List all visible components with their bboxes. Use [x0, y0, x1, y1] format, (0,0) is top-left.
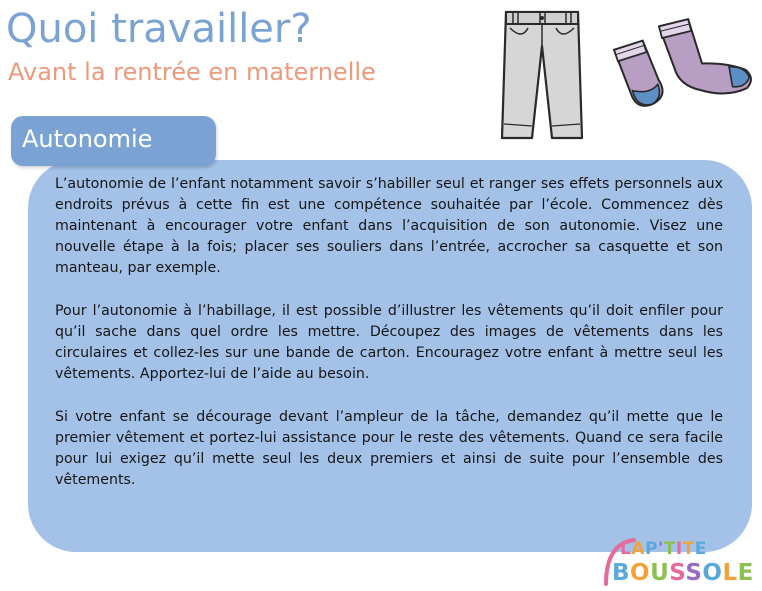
logo-letter: ' [657, 539, 664, 559]
logo-letter: A [631, 539, 646, 559]
logo-letter: O [630, 560, 651, 586]
pants-icon [498, 6, 586, 142]
logo-letter: T [682, 539, 695, 559]
page-title: Quoi travailler? [6, 6, 312, 52]
socks-icon [608, 12, 754, 110]
logo-letter: S [685, 560, 703, 586]
logo-letter: U [650, 560, 670, 586]
paragraph: L’autonomie de l’enfant notamment savoir s’habiller seul et ranger ses effets personnels aux endroits prévus à cette fin est une compétence souhaitée par l’école. Commencez dès maintenant à encourager votre enfant dans l’acquisition de son autonomie. Visez une nouvelle étape à la fois; placer ses souliers dans l’entrée, accrocher sa casquette et son manteau, par exemple. [55, 176, 723, 276]
logo-line-1 [620, 540, 707, 558]
section-body [55, 174, 723, 513]
paragraph: Pour l’autonomie à l’habillage, il est possible d’illustrer les vêtements qu’il doit enfiler pour qu’il sache dans quel ordre les mettre. Découpez des images de vêtements dans les circulaires et collez-les sur une bande de carton. Encouragez votre enfant à mettre seul les vêtements. Apportez-lui de l’aide au besoin. [55, 303, 723, 382]
logo-letter: I [675, 539, 683, 559]
logo-letter: S [669, 560, 686, 586]
logo-letter: P [645, 539, 658, 559]
section-heading: Autonomie [22, 125, 153, 153]
logo [598, 530, 758, 590]
page-subtitle: Avant la rentrée en maternelle [8, 58, 376, 86]
logo-letter: E [694, 539, 707, 559]
logo-letter: L [722, 560, 738, 586]
logo-letter: B [612, 560, 631, 586]
logo-letter: T [663, 539, 676, 559]
logo-line-2 [612, 560, 754, 586]
logo-letter: E [737, 560, 754, 586]
logo-letter: O [702, 560, 723, 586]
logo-letter: L [620, 539, 632, 559]
paragraph: Si votre enfant se décourage devant l’ampleur de la tâche, demandez qu’il mette que le premier vêtement et portez-lui assistance pour le reste des vêtements. Quand ce sera facile pour lui exigez qu’il mette seul les deux premiers et ainsi de suite pour l’ensemble des vêtements. [55, 409, 723, 488]
section-tab [11, 116, 216, 166]
